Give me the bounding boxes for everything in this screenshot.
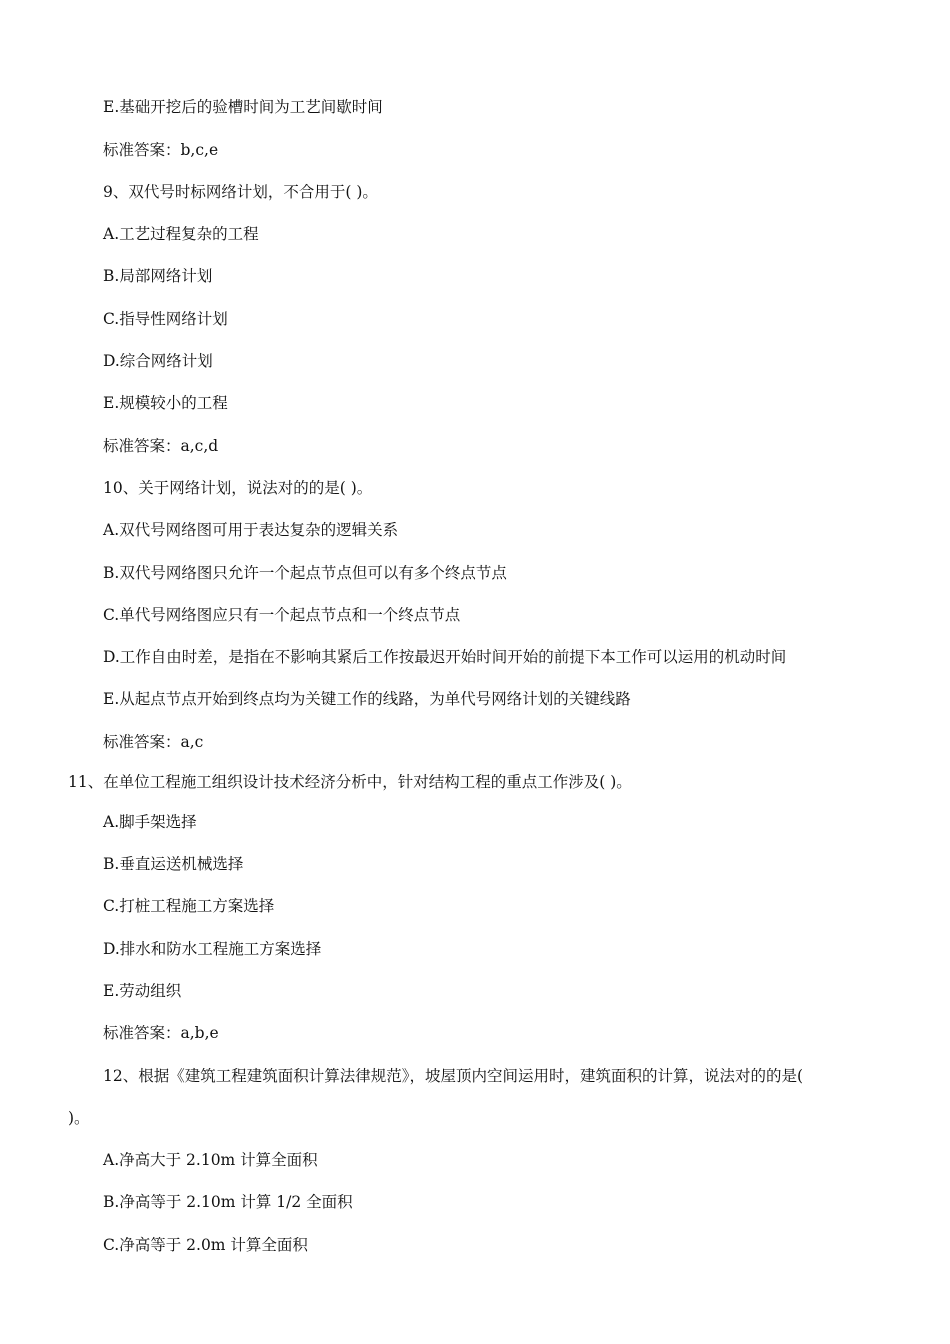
answer-10: 标准答案：a,c	[103, 733, 204, 751]
option-11d: D.排水和防水工程施工方案选择	[103, 940, 322, 958]
option-11a: A.脚手架选择	[103, 813, 197, 831]
answer-11: 标准答案：a,b,e	[103, 1024, 219, 1042]
option-11e: E.劳动组织	[103, 982, 182, 1000]
option-10d: D.工作自由时差，是指在不影响其紧后工作按最迟开始时间开始的前提下本工作可以运用的机动时间	[103, 648, 787, 666]
option-9a: A.工艺过程复杂的工程	[103, 225, 259, 243]
option-11b: B.垂直运送机械选择	[103, 855, 244, 873]
option-10c: C.单代号网络图应只有一个起点节点和一个终点节点	[103, 606, 461, 624]
option-10b: B.双代号网络图只允许一个起点节点但可以有多个终点节点	[103, 564, 507, 582]
option-8e: E.基础开挖后的验槽时间为工艺间歇时间	[103, 98, 383, 116]
option-12c: C.净高等于 2.0m 计算全面积	[103, 1236, 308, 1254]
option-9e: E.规模较小的工程	[103, 394, 228, 412]
option-9c: C.指导性网络计划	[103, 310, 228, 328]
option-9b: B.局部网络计划	[103, 267, 213, 285]
option-11c: C.打桩工程施工方案选择	[103, 897, 275, 915]
answer-9: 标准答案：a,c,d	[103, 437, 219, 455]
option-10a: A.双代号网络图可用于表达复杂的逻辑关系	[103, 521, 399, 539]
option-9d: D.综合网络计划	[103, 352, 213, 370]
option-12a: A.净高大于 2.10m 计算全面积	[103, 1151, 318, 1169]
question-10: 10、关于网络计划，说法对的的是( )。	[103, 479, 373, 497]
question-12: 12、根据《建筑工程建筑面积计算法律规范》，坡屋顶内空间运用时，建筑面积的计算，说法对的的是(	[103, 1067, 804, 1085]
question-12-continued: )。	[68, 1109, 90, 1127]
question-9: 9、双代号时标网络计划，不合用于( )。	[103, 183, 378, 201]
answer-8: 标准答案：b,c,e	[103, 141, 219, 159]
option-12b: B.净高等于 2.10m 计算 1/2 全面积	[103, 1193, 353, 1211]
option-10e: E.从起点节点开始到终点均为关键工作的线路，为单代号网络计划的关键线路	[103, 690, 631, 708]
question-11: 11、在单位工程施工组织设计技术经济分析中，针对结构工程的重点工作涉及( )。	[68, 773, 632, 791]
